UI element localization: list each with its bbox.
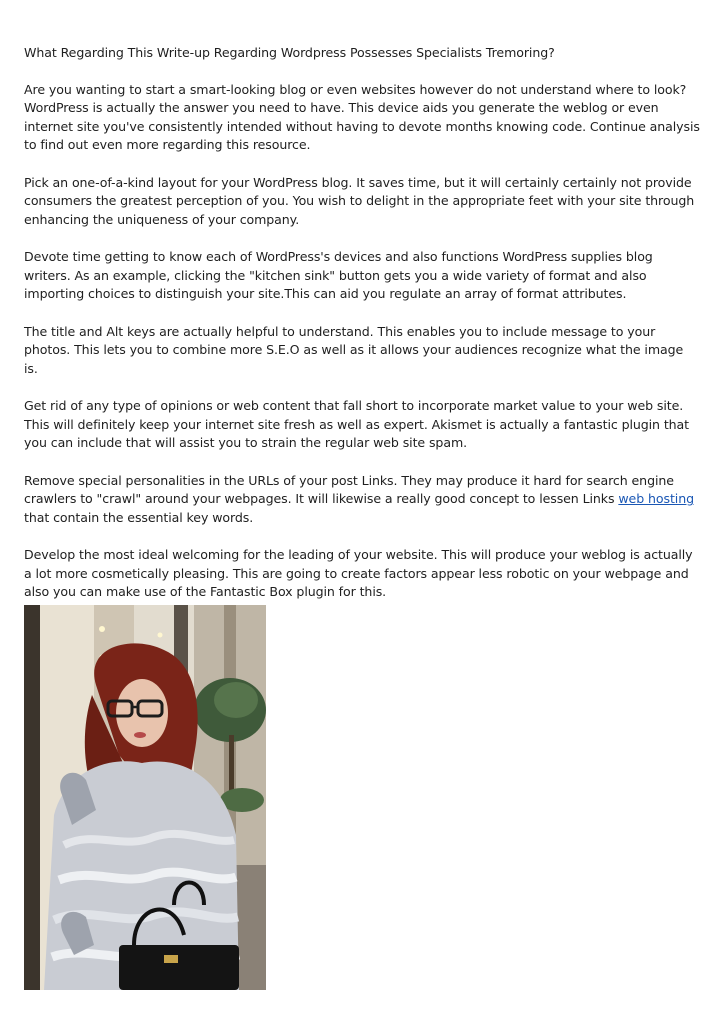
paragraph-2: Pick an one-of-a-kind layout for your WordPress blog. It saves time, but it will certainly certainly not provide consumers the greatest perception of you. You wish to delight in the appropriate feet with your site through enhancing the uniqueness of your company. [24,174,695,227]
paragraph-6 [24,472,700,528]
paragraph-3: Devote time getting to know each of WordPress's devices and also functions WordPress supplies blog writers. As an example, clicking the "kitchen sink" button gets you a wide variety of format and also importing choices to distinguish your site.This can aid you regulate an array of format attributes. [24,249,653,301]
paragraph-6-after: that contain the essential key words. [24,509,254,525]
fashion-photo [24,605,266,990]
paragraph-7: Develop the most ideal welcoming for the leading of your website. This will produce your weblog is actually a lot more cosmetically pleasing. This are going to create factors appear less robotic on your webpage and also you can make use of the Fantastic Box plugin for this. [24,547,693,599]
paragraph-5: Get rid of any type of opinions or web content that fall short to incorporate market value to your web site. This will definitely keep your internet site fresh as well as expert. Akismet is actually a fantastic plugin that you can include that will assist you to strain the regular web site spam. [24,398,690,450]
article-title: What Regarding This Write-up Regarding Wordpress Possesses Specialists Tremoring? [24,45,555,60]
paragraph-1: Are you wanting to start a smart-looking blog or even websites however do not understand where to look? WordPress is actually the answer you need to have. This device aids you generate the weblog or even internet site you've consistently intended without having to devote months knowing code. Continue analysis to find out even more regarding this resource. [24,81,700,152]
paragraph-6-before: Remove special personalities in the URLs of your post Links. They may produce it hard for search engine crawlers to "crawl" around your webpages. It will likewise a really good concept to lessen Links [24,472,674,506]
paragraph-4: The title and Alt keys are actually helpful to understand. This enables you to include message to your photos. This lets you to combine more S.E.O as well as it allows your audiences recognize what the image is. [24,323,684,376]
article [24,44,700,621]
web-hosting-link[interactable]: web hosting [618,491,694,506]
photo-illustration [24,605,266,990]
